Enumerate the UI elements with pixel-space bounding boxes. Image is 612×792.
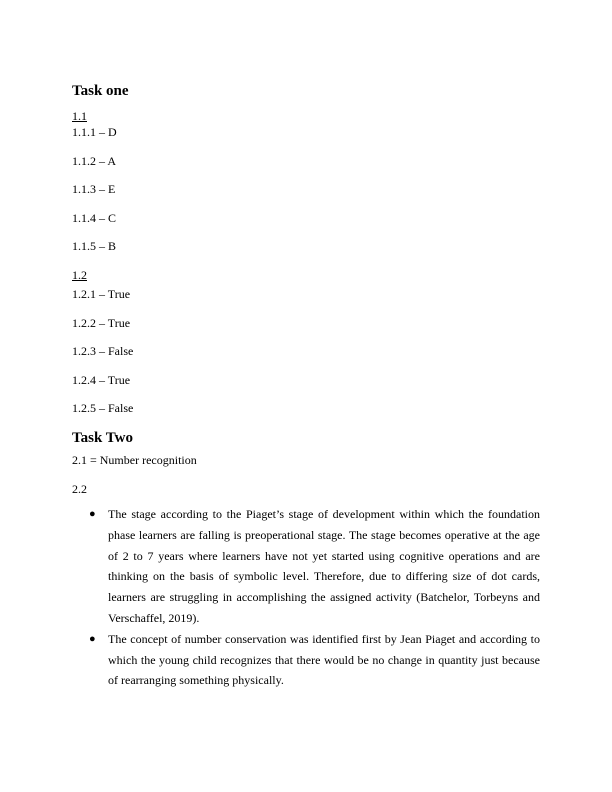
- bullet-icon: ●: [89, 632, 96, 645]
- answer-1-1-1: 1.1.1 – D: [72, 125, 117, 139]
- answer-1-2-3: 1.2.3 – False: [72, 344, 134, 358]
- answer-1-1-5: 1.1.5 – B: [72, 239, 117, 253]
- section-1-1-label: 1.1: [72, 109, 87, 123]
- answer-1-2-4: 1.2.4 – True: [72, 372, 131, 387]
- answer-2-2-list: [72, 504, 540, 691]
- answer-1-2-2: 1.2.2 – True: [72, 315, 131, 330]
- answer-1-1-4: 1.1.4 – C: [72, 210, 117, 225]
- list-item: [72, 629, 540, 691]
- answer-1-2-5: 1.2.5 – False: [72, 401, 134, 415]
- bullet-text: The stage according to the Piaget’s stage of development within which the foundation phase learners are falling is preoperational stage. The stage becomes operative at the age of 2 to 7 years where learners have not yet started using cognitive operations and are thinking on the basis of symbolic level. Therefore, due to differing size of dot cards, learners are struggling in accomplishing the assigned activity (Batchelor, Torbeyns and Verschaffel, 2019).: [108, 507, 540, 625]
- answer-1-2-1: 1.2.1 – True: [72, 287, 131, 301]
- answer-1-1-3: 1.1.3 – E: [72, 182, 116, 196]
- document-page: [72, 82, 540, 691]
- section-1-2-label: 1.2: [72, 268, 87, 282]
- list-item: [72, 504, 540, 629]
- task-two-heading: Task Two: [72, 430, 134, 446]
- answer-1-1-2: 1.1.2 – A: [72, 153, 117, 168]
- bullet-text: The concept of number conservation was identified first by Jean Piaget and according to which the young child recognizes that there would be no change in quantity just because of rearranging something physically.: [108, 631, 540, 688]
- section-2-2-label: 2.2: [72, 482, 87, 496]
- answer-2-1: 2.1 = Number recognition: [72, 453, 197, 467]
- bullet-icon: ●: [89, 508, 96, 520]
- task-one-heading: Task one: [72, 83, 129, 99]
